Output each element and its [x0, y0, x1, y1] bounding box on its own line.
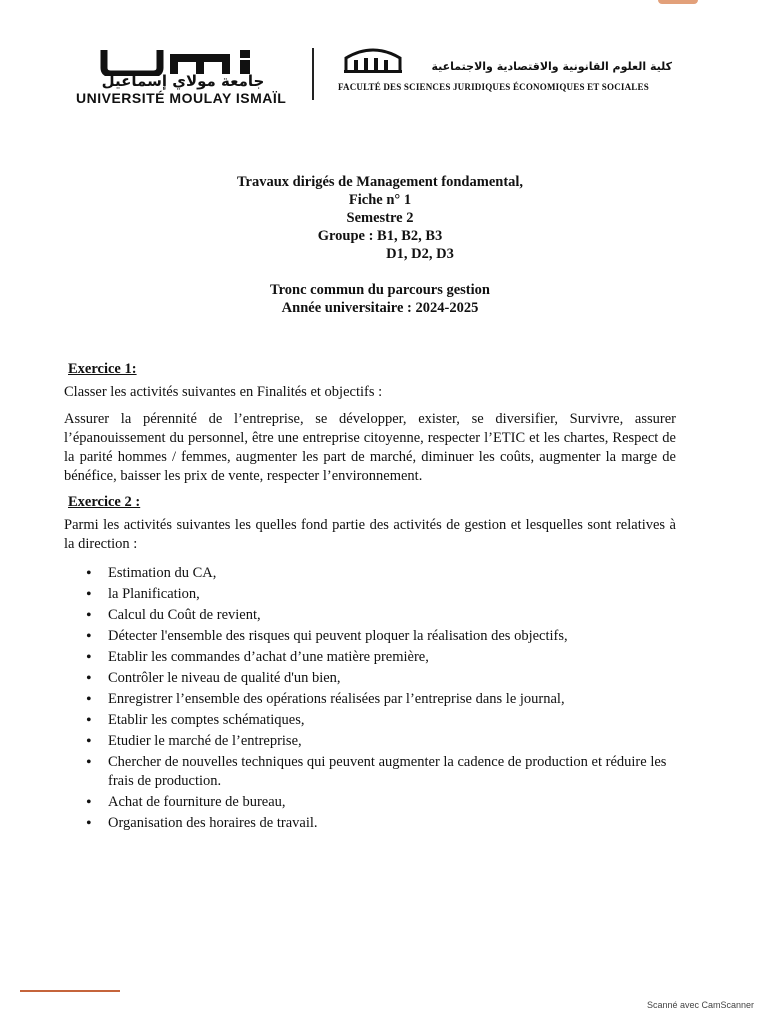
- academic-year: Année universitaire : 2024-2025: [281, 300, 479, 316]
- header-divider: [312, 48, 314, 100]
- exercise-2-prompt: Parmi les activités suivantes les quelles fond partie des activités de gestion et lesquelles sont relatives à la direction :: [64, 517, 676, 552]
- umi-logo: [70, 44, 290, 110]
- faculty-french-name: FACULTÉ DES SCIENCES JURIDIQUES ÉCONOMIQUES ET SOCIALES: [338, 82, 649, 92]
- exercise-1-heading: Exercice 1:: [68, 361, 137, 377]
- faculty-arabic-name: كلية العلوم القانونية والاقتصادية والاجتماعية: [431, 60, 672, 73]
- groups-line-1: Groupe : B1, B2, B3: [317, 228, 443, 244]
- program-name: Tronc commun du parcours gestion: [270, 282, 490, 298]
- camscanner-watermark: Scanné avec CamScanner: [646, 1000, 754, 1010]
- list-item: • Chercher de nouvelles techniques qui peuvent augmenter la cadence de production et réduire les frais de production.: [90, 753, 676, 791]
- title-block: [150, 173, 610, 317]
- list-item: • Calcul du Coût de revient,: [90, 606, 676, 625]
- list-item: • Achat de fourniture de bureau,: [90, 793, 676, 812]
- document-header: [70, 44, 670, 114]
- list-item: • Organisation des horaires de travail.: [90, 814, 676, 833]
- exercise-1-body: Assurer la pérennité de l’entreprise, se développer, exister, se diversifier, Survivre, assurer l’épanouissement du personnel, être une entreprise citoyenne, respecter l’ETIC et les chartes, Respect de la parité hommes / femmes, augmenter les part de marché, diminuer les coûts, augmenter la marge de bénéfice, baisser les prix de vente, respecter l’environnement.: [64, 411, 676, 484]
- umi-arabic-name: جامعة مولاي إسماعيل: [101, 72, 265, 90]
- scan-edge-mark: [658, 0, 698, 4]
- list-item: • Contrôler le niveau de qualité d'un bien,: [90, 669, 676, 688]
- faculty-building-icon: [342, 46, 404, 74]
- scan-edge-line: [20, 990, 120, 992]
- course-title: Travaux dirigés de Management fondamental,: [236, 174, 524, 190]
- document-body: [64, 360, 676, 835]
- umi-french-name: UNIVERSITÉ MOULAY ISMAÏL: [76, 90, 287, 106]
- sheet-number: Fiche n° 1: [348, 192, 412, 208]
- list-item: • Etablir les comptes schématiques,: [90, 711, 676, 730]
- list-item: • Enregistrer l’ensemble des opérations réalisées par l’entreprise dans le journal,: [90, 690, 676, 709]
- faculty-logo: [332, 46, 672, 106]
- semester: Semestre 2: [346, 210, 414, 226]
- list-item: • Estimation du CA,: [90, 564, 676, 583]
- list-item: • la Planification,: [90, 585, 676, 604]
- exercise-2-heading: Exercice 2 :: [68, 494, 141, 510]
- list-item: • Etudier le marché de l’entreprise,: [90, 732, 676, 751]
- exercise-1-prompt: Classer les activités suivantes en Finalités et objectifs :: [64, 384, 383, 400]
- groups-line-2: D1, D2, D3: [386, 246, 454, 262]
- activities-list: [64, 564, 676, 833]
- list-item: • Etablir les commandes d’achat d’une matière première,: [90, 648, 676, 667]
- list-item: • Détecter l'ensemble des risques qui peuvent ploquer la réalisation des objectifs,: [90, 627, 676, 646]
